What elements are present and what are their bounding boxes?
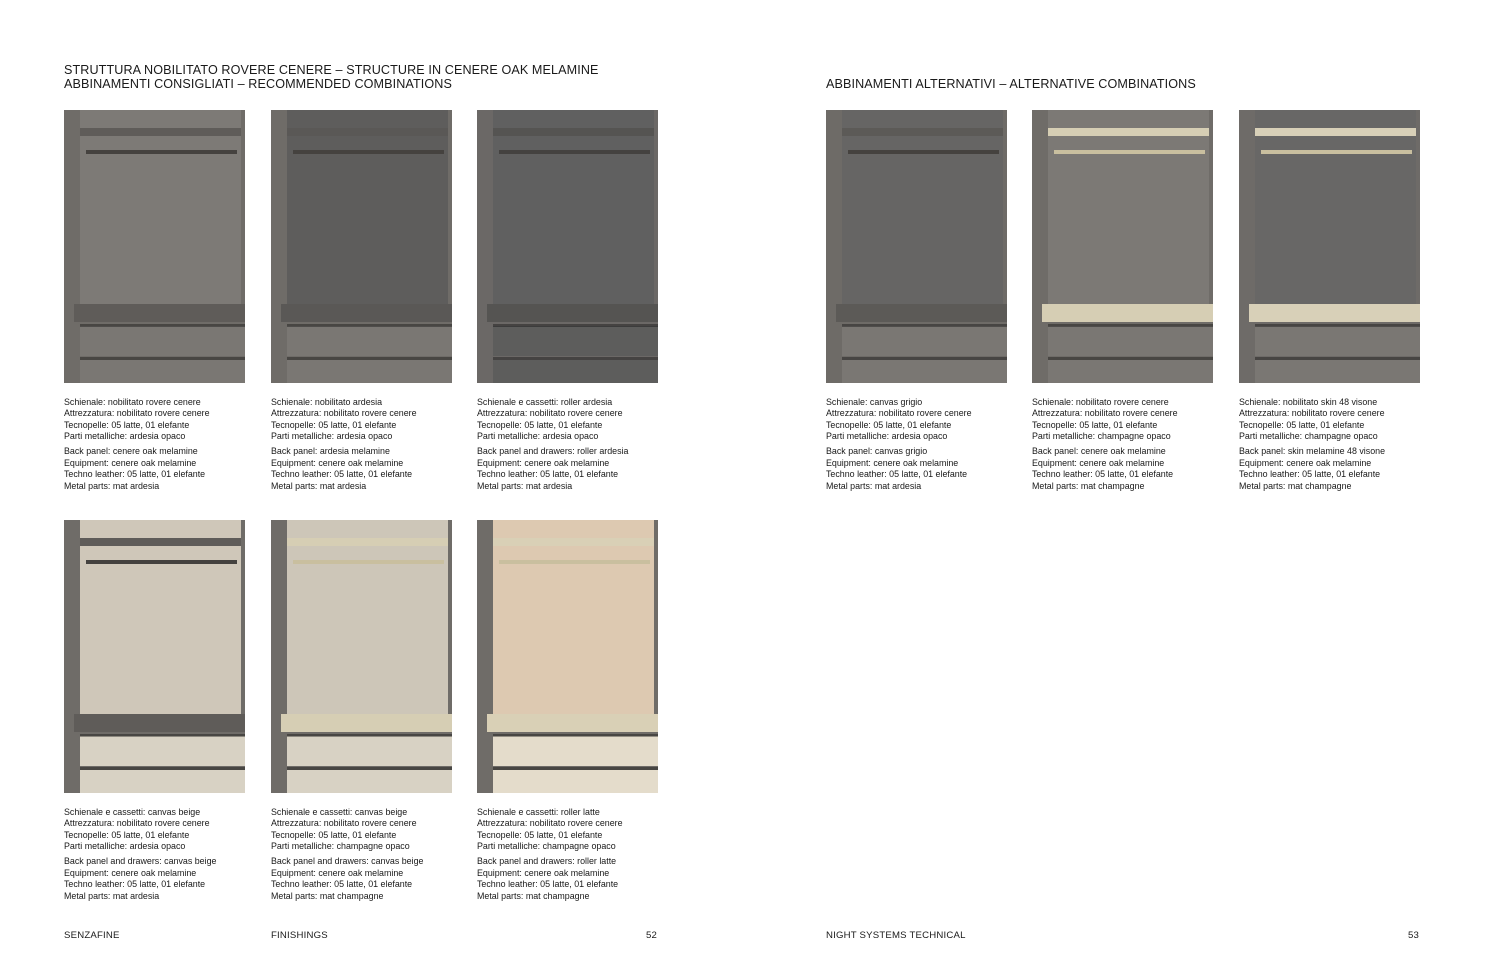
caption-line: Back panel: canvas grigio (826, 446, 928, 457)
side-panel-left (1239, 110, 1255, 383)
caption-line: Attrezzatura: nobilitato rovere cenere (64, 818, 210, 829)
drawer-gap (80, 767, 245, 770)
english-description (477, 856, 667, 902)
caption-line: Equipment: cenere oak melamine (64, 457, 197, 468)
caption-line: Parti metalliche: ardesia opaco (271, 431, 393, 442)
bottom-shelf (1042, 304, 1213, 322)
drawer-gap (842, 324, 1007, 327)
italian-description (826, 397, 1016, 443)
caption-line: Schienale: nobilitato skin 48 visone (1239, 397, 1378, 407)
recommended-title: ABBINAMENTI CONSIGLIATI – RECOMMENDED COMBINATIONS (64, 77, 452, 91)
caption-line: Back panel: skin melamine 48 visone (1239, 446, 1386, 457)
page-number-left: 52 (646, 930, 658, 941)
wardrobe-swatch-image (271, 520, 452, 793)
combination-caption (826, 397, 1016, 496)
caption-line: Tecnopelle: 05 latte, 01 elefante (271, 419, 397, 430)
drawer-gap (842, 357, 1007, 360)
drawer-gap (1255, 357, 1420, 360)
caption-line: Equipment: cenere oak melamine (64, 867, 197, 878)
side-panel-left (271, 520, 287, 793)
wardrobe-swatch-image (826, 110, 1007, 383)
english-description (64, 856, 254, 902)
footer-section: FINISHINGS (271, 930, 328, 941)
top-shelf (842, 128, 1003, 136)
drawer-gap (1048, 357, 1213, 360)
english-description (271, 856, 461, 902)
caption-line: Schienale e cassetti: roller ardesia (477, 397, 613, 407)
top-shelf (1048, 128, 1209, 136)
drawer (287, 736, 452, 766)
caption-line: Parti metalliche: ardesia opaco (64, 841, 186, 852)
caption-line: Back panel and drawers: roller latte (477, 856, 617, 867)
caption-line: Tecnopelle: 05 latte, 01 elefante (64, 829, 190, 840)
back-panel (1255, 110, 1416, 306)
drawer-gap (493, 324, 658, 327)
caption-line: Equipment: cenere oak melamine (1032, 457, 1165, 468)
back-panel (842, 110, 1003, 306)
italian-description (477, 807, 667, 853)
back-panel (287, 520, 448, 716)
english-description (477, 446, 667, 492)
bottom-shelf (487, 714, 658, 732)
caption-line: Attrezzatura: nobilitato rovere cenere (64, 408, 210, 419)
caption-line: Parti metalliche: champagne opaco (1032, 431, 1171, 442)
hanging-rail (499, 560, 650, 564)
hanging-rail (293, 150, 444, 154)
combination-caption (64, 397, 254, 496)
italian-description (271, 397, 461, 443)
caption-line: Tecnopelle: 05 latte, 01 elefante (64, 419, 190, 430)
back-panel (80, 520, 241, 716)
hanging-rail (86, 560, 237, 564)
english-description (64, 446, 254, 492)
side-panel-left (826, 110, 842, 383)
caption-line: Metal parts: mat champagne (1032, 480, 1145, 491)
drawer-gap (493, 734, 658, 737)
caption-line: Equipment: cenere oak melamine (271, 867, 404, 878)
drawer (287, 770, 452, 793)
caption-line: Metal parts: mat ardesia (477, 480, 573, 491)
side-panel-left (271, 110, 287, 383)
drawer (1255, 360, 1420, 383)
caption-line: Metal parts: mat champagne (271, 890, 384, 901)
drawer (493, 326, 658, 356)
caption-line: Tecnopelle: 05 latte, 01 elefante (1239, 419, 1365, 430)
caption-line: Equipment: cenere oak melamine (477, 867, 610, 878)
drawer-gap (80, 734, 245, 737)
wardrobe-swatch-image (1239, 110, 1420, 383)
hanging-rail (293, 560, 444, 564)
caption-line: Tecnopelle: 05 latte, 01 elefante (477, 419, 603, 430)
english-description (1032, 446, 1222, 492)
top-shelf (80, 128, 241, 136)
caption-line: Techno leather: 05 latte, 01 elefante (271, 469, 413, 480)
right-heading (826, 77, 1196, 91)
combination-caption (477, 807, 667, 906)
drawer-gap (1048, 324, 1213, 327)
drawer (80, 326, 245, 356)
caption-line: Techno leather: 05 latte, 01 elefante (1239, 469, 1381, 480)
bottom-shelf (281, 304, 452, 322)
top-shelf (287, 538, 448, 546)
alternative-title: ABBINAMENTI ALTERNATIVI – ALTERNATIVE COMBINATIONS (826, 77, 1196, 91)
caption-line: Parti metalliche: ardesia opaco (64, 431, 186, 442)
left-heading (64, 63, 599, 91)
caption-line: Attrezzatura: nobilitato rovere cenere (477, 818, 623, 829)
side-panel-left (477, 110, 493, 383)
drawer (1048, 360, 1213, 383)
caption-line: Equipment: cenere oak melamine (271, 457, 404, 468)
back-panel (493, 110, 654, 306)
bottom-shelf (1249, 304, 1420, 322)
caption-line: Metal parts: mat champagne (477, 890, 590, 901)
caption-line: Metal parts: mat ardesia (64, 890, 160, 901)
back-panel (1048, 110, 1209, 306)
caption-line: Techno leather: 05 latte, 01 elefante (1032, 469, 1174, 480)
caption-line: Attrezzatura: nobilitato rovere cenere (271, 818, 417, 829)
bottom-shelf (74, 714, 245, 732)
drawer-gap (287, 324, 452, 327)
bottom-shelf (74, 304, 245, 322)
caption-line: Attrezzatura: nobilitato rovere cenere (271, 408, 417, 419)
drawer-gap (493, 357, 658, 360)
side-panel-left (1032, 110, 1048, 383)
drawer (493, 736, 658, 766)
caption-line: Tecnopelle: 05 latte, 01 elefante (1032, 419, 1158, 430)
drawer-gap (287, 357, 452, 360)
drawer-gap (287, 734, 452, 737)
wardrobe-swatch-image (64, 110, 245, 383)
bottom-shelf (836, 304, 1007, 322)
caption-line: Parti metalliche: ardesia opaco (477, 431, 599, 442)
page-number-right: 53 (1408, 930, 1420, 941)
hanging-rail (499, 150, 650, 154)
footer-right-section: NIGHT SYSTEMS TECHNICAL (826, 930, 966, 941)
combination-caption (1032, 397, 1222, 496)
top-shelf (493, 538, 654, 546)
wardrobe-swatch-image (64, 520, 245, 793)
combination-caption (64, 807, 254, 906)
wardrobe-swatch-image (477, 520, 658, 793)
caption-line: Metal parts: mat ardesia (826, 480, 922, 491)
caption-line: Back panel: ardesia melamine (271, 446, 390, 457)
drawer (842, 326, 1007, 356)
caption-line: Attrezzatura: nobilitato rovere cenere (826, 408, 972, 419)
structure-title: STRUTTURA NOBILITATO ROVERE CENERE – STRUCTURE IN CENERE OAK MELAMINE (64, 63, 599, 77)
caption-line: Back panel and drawers: canvas beige (64, 856, 217, 867)
english-description (271, 446, 461, 492)
drawer-gap (493, 767, 658, 770)
caption-line: Schienale: nobilitato rovere cenere (64, 397, 201, 407)
italian-description (271, 807, 461, 853)
italian-description (64, 397, 254, 443)
italian-description (1032, 397, 1222, 443)
drawer (493, 360, 658, 383)
caption-line: Equipment: cenere oak melamine (477, 457, 610, 468)
caption-line: Schienale e cassetti: canvas beige (64, 807, 201, 817)
italian-description (477, 397, 667, 443)
caption-line: Schienale: canvas grigio (826, 397, 923, 407)
drawer (80, 736, 245, 766)
caption-line: Back panel and drawers: canvas beige (271, 856, 424, 867)
caption-line: Metal parts: mat champagne (1239, 480, 1352, 491)
caption-line: Back panel: cenere oak melamine (64, 446, 198, 457)
top-shelf (493, 128, 654, 136)
side-panel-left (64, 520, 80, 793)
drawer (842, 360, 1007, 383)
back-panel (80, 110, 241, 306)
drawer-gap (1255, 324, 1420, 327)
side-panel-left (477, 520, 493, 793)
back-panel (493, 520, 654, 716)
caption-line: Parti metalliche: champagne opaco (271, 841, 410, 852)
caption-line: Schienale: nobilitato ardesia (271, 397, 383, 407)
caption-line: Parti metalliche: champagne opaco (477, 841, 616, 852)
combination-caption (271, 397, 461, 496)
wardrobe-swatch-image (477, 110, 658, 383)
combination-caption (1239, 397, 1429, 496)
italian-description (64, 807, 254, 853)
drawer (80, 770, 245, 793)
hanging-rail (1054, 150, 1205, 154)
caption-line: Techno leather: 05 latte, 01 elefante (64, 879, 206, 890)
drawer (287, 360, 452, 383)
caption-line: Parti metalliche: ardesia opaco (826, 431, 948, 442)
combination-caption (271, 807, 461, 906)
top-shelf (80, 538, 241, 546)
caption-line: Metal parts: mat ardesia (271, 480, 367, 491)
drawer-gap (80, 357, 245, 360)
caption-line: Techno leather: 05 latte, 01 elefante (477, 879, 619, 890)
caption-line: Tecnopelle: 05 latte, 01 elefante (826, 419, 952, 430)
caption-line: Schienale: nobilitato rovere cenere (1032, 397, 1169, 407)
wardrobe-swatch-image (271, 110, 452, 383)
hanging-rail (86, 150, 237, 154)
bottom-shelf (487, 304, 658, 322)
caption-line: Techno leather: 05 latte, 01 elefante (271, 879, 413, 890)
drawer (1255, 326, 1420, 356)
caption-line: Metal parts: mat ardesia (64, 480, 160, 491)
caption-line: Equipment: cenere oak melamine (1239, 457, 1372, 468)
caption-line: Techno leather: 05 latte, 01 elefante (64, 469, 206, 480)
wardrobe-swatch-image (1032, 110, 1213, 383)
drawer (1048, 326, 1213, 356)
caption-line: Tecnopelle: 05 latte, 01 elefante (271, 829, 397, 840)
hanging-rail (848, 150, 999, 154)
caption-line: Techno leather: 05 latte, 01 elefante (826, 469, 968, 480)
drawer (80, 360, 245, 383)
top-shelf (1255, 128, 1416, 136)
caption-line: Parti metalliche: champagne opaco (1239, 431, 1378, 442)
caption-line: Schienale e cassetti: roller latte (477, 807, 600, 817)
english-description (826, 446, 1016, 492)
combination-caption (477, 397, 667, 496)
back-panel (287, 110, 448, 306)
drawer (287, 326, 452, 356)
caption-line: Tecnopelle: 05 latte, 01 elefante (477, 829, 603, 840)
caption-line: Attrezzatura: nobilitato rovere cenere (477, 408, 623, 419)
caption-line: Attrezzatura: nobilitato rovere cenere (1032, 408, 1178, 419)
caption-line: Attrezzatura: nobilitato rovere cenere (1239, 408, 1385, 419)
caption-line: Back panel: cenere oak melamine (1032, 446, 1166, 457)
caption-line: Schienale e cassetti: canvas beige (271, 807, 408, 817)
hanging-rail (1261, 150, 1412, 154)
top-shelf (287, 128, 448, 136)
caption-line: Equipment: cenere oak melamine (826, 457, 959, 468)
bottom-shelf (281, 714, 452, 732)
drawer (493, 770, 658, 793)
drawer-gap (80, 324, 245, 327)
drawer-gap (287, 767, 452, 770)
caption-line: Techno leather: 05 latte, 01 elefante (477, 469, 619, 480)
italian-description (1239, 397, 1429, 443)
footer-brand: SENZAFINE (64, 930, 120, 941)
english-description (1239, 446, 1429, 492)
caption-line: Back panel and drawers: roller ardesia (477, 446, 629, 457)
side-panel-left (64, 110, 80, 383)
